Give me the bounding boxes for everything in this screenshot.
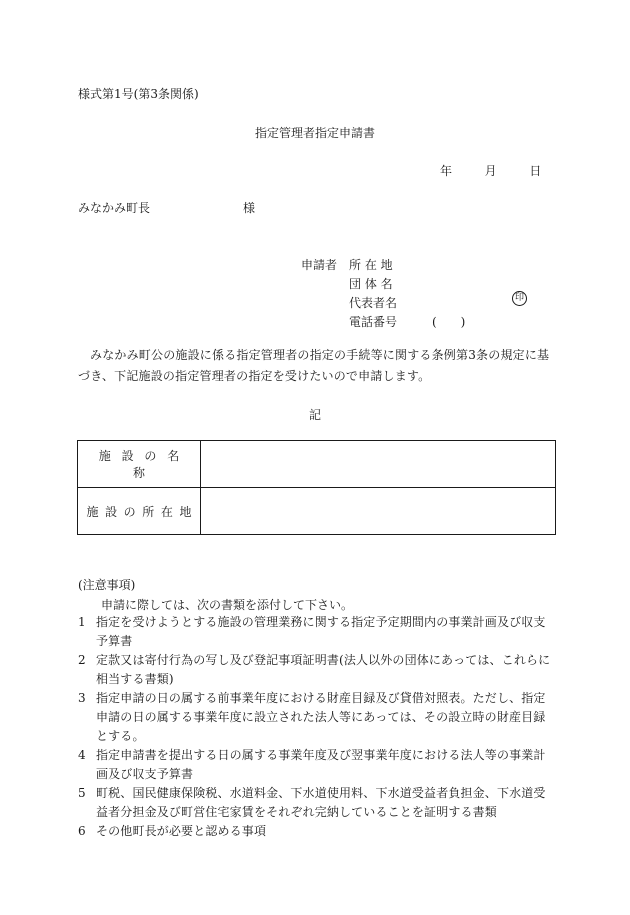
note-text: 指定申請の日の属する前事業年度における財産目録及び貸借対照表。ただし、指定申請の日の属する事業年度に設立された法人等にあっては、その設立時の財産目録とする。 xyxy=(96,691,546,743)
note-number: 3 xyxy=(78,691,86,705)
note-text: 町税、国民健康保険税、水道料金、下水道使用料、下水道受益者負担金、下水道受益者分担金及び町営住宅家賃をそれぞれ完納していることを証明する書類 xyxy=(96,786,546,819)
seal-icon: 印 xyxy=(512,291,527,306)
applicant-label: 申請者 xyxy=(301,258,338,272)
note-text: その他町長が必要と認める事項 xyxy=(96,824,267,838)
applicant-phone-label: 電話番号 xyxy=(349,315,398,329)
applicant-representative-label: 代表者名 xyxy=(349,296,398,310)
list-item xyxy=(78,651,556,689)
list-item xyxy=(78,746,556,784)
list-item xyxy=(78,613,556,651)
notes-list xyxy=(78,613,556,841)
facility-name-label: 施設の名称 xyxy=(78,441,201,488)
list-item xyxy=(78,784,556,822)
table-row xyxy=(78,488,556,535)
note-text: 指定を受けようとする施設の管理業務に関する指定予定期間内の事業計画及び収支予算書 xyxy=(96,615,546,648)
facility-address-value xyxy=(201,488,556,535)
facility-table xyxy=(77,440,556,535)
note-number: 5 xyxy=(78,786,86,800)
date-year: 年 xyxy=(440,164,453,178)
list-item xyxy=(78,689,556,746)
document-title: 指定管理者指定申請書 xyxy=(254,126,375,140)
ki-heading: 記 xyxy=(308,408,321,422)
notes-heading: (注意事項) xyxy=(78,578,136,592)
note-number: 4 xyxy=(78,748,86,762)
note-number: 2 xyxy=(78,653,86,667)
list-item xyxy=(78,822,556,841)
request-body: みなかみ町公の施設に係る指定管理者の指定の手続等に関する条例第3条の規定に基づき、下記施設の指定管理者の指定を受けたいので申請します。 xyxy=(78,348,550,383)
date-day: 日 xyxy=(529,164,542,178)
form-number: 様式第1号(第3条関係) xyxy=(78,87,199,101)
table-row xyxy=(78,441,556,488)
facility-name-value xyxy=(201,441,556,488)
note-number: 1 xyxy=(78,615,86,629)
date-month: 月 xyxy=(484,164,497,178)
phone-paren: ( ) xyxy=(432,315,466,329)
applicant-address-label: 所 在 地 xyxy=(349,258,393,272)
note-text: 指定申請書を提出する日の属する事業年度及び翌事業年度における法人等の事業計画及び収支予算書 xyxy=(96,748,546,781)
addressee-suffix: 様 xyxy=(243,201,256,215)
date-line xyxy=(440,162,541,179)
applicant-organization-label: 団 体 名 xyxy=(349,277,393,291)
notes-intro: 申請に際しては、次の書類を添付して下さい。 xyxy=(101,598,354,612)
addressee-name: みなかみ町長 xyxy=(78,201,151,215)
note-text: 定款又は寄付行為の写し及び登記事項証明書(法人以外の団体にあっては、これらに相当する書類) xyxy=(96,653,551,686)
facility-address-label: 施設の所在地 xyxy=(78,488,201,535)
note-number: 6 xyxy=(78,824,86,838)
